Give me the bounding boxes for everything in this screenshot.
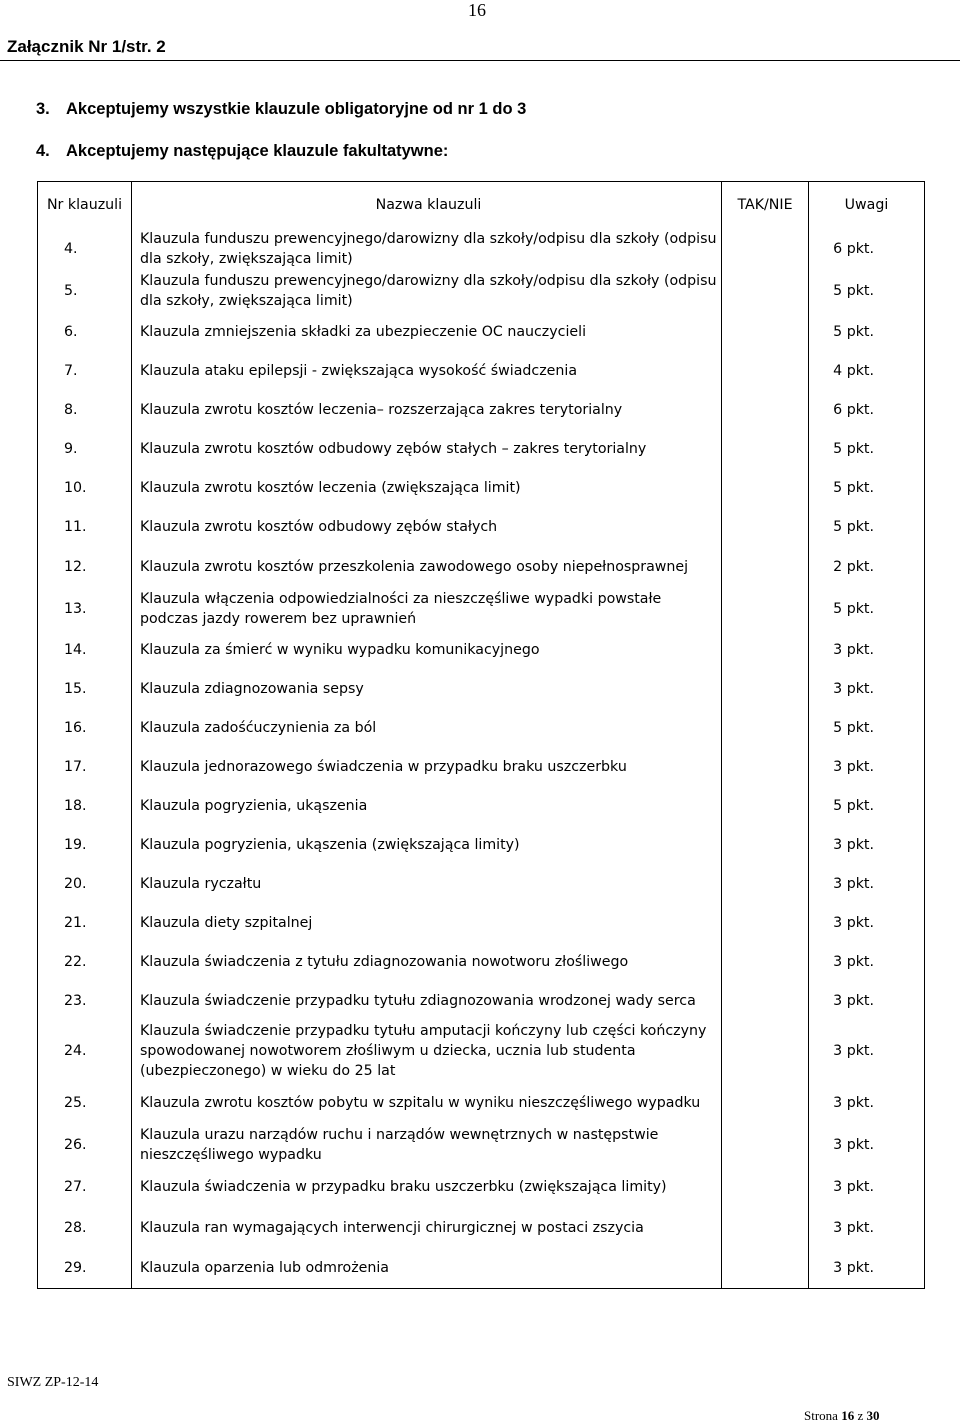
clause-name: Klauzula ran wymagających interwencji chirurgicznej w postaci zszycia — [132, 1208, 722, 1247]
table-row — [38, 747, 925, 786]
tak-nie-cell — [722, 903, 809, 942]
uwagi-cell: 5 pkt. — [809, 507, 925, 546]
tak-nie-cell — [722, 228, 809, 270]
tak-nie-cell — [722, 390, 809, 429]
attachment-title: Załącznik Nr 1/str. 2 — [7, 37, 166, 56]
tak-nie-cell — [722, 588, 809, 630]
statement-number: 3. — [36, 100, 50, 118]
clause-name: Klauzula jednorazowego świadczenia w przypadku braku uszczerbku — [132, 747, 722, 786]
header-uwagi: Uwagi — [809, 182, 925, 229]
clause-name: Klauzula świadczenia w przypadku braku uszczerbku (zwiększająca limity) — [132, 1166, 722, 1208]
uwagi-cell: 2 pkt. — [809, 546, 925, 588]
table-row — [38, 1124, 925, 1166]
uwagi-cell: 5 pkt. — [809, 708, 925, 747]
table-row — [38, 507, 925, 546]
tak-nie-cell — [722, 942, 809, 981]
clause-name: Klauzula diety szpitalnej — [132, 903, 722, 942]
tak-nie-cell — [722, 429, 809, 468]
header-name: Nazwa klauzuli — [132, 182, 722, 229]
uwagi-cell: 3 pkt. — [809, 630, 925, 669]
clause-number: 7. — [38, 351, 132, 390]
uwagi-cell: 3 pkt. — [809, 942, 925, 981]
statement-number: 4. — [36, 142, 50, 160]
table-row — [38, 708, 925, 747]
clause-number: 8. — [38, 390, 132, 429]
footer-page-prefix: Strona — [804, 1408, 838, 1423]
clause-name: Klauzula zwrotu kosztów leczenia– rozszerzająca zakres terytorialny — [132, 390, 722, 429]
uwagi-cell: 3 pkt. — [809, 864, 925, 903]
clause-number: 12. — [38, 546, 132, 588]
clause-number: 14. — [38, 630, 132, 669]
clause-number: 24. — [38, 1020, 132, 1082]
tak-nie-cell — [722, 708, 809, 747]
clause-name: Klauzula zdiagnozowania sepsy — [132, 669, 722, 708]
uwagi-cell: 3 pkt. — [809, 1124, 925, 1166]
uwagi-cell: 3 pkt. — [809, 1247, 925, 1289]
tak-nie-cell — [722, 507, 809, 546]
tak-nie-cell — [722, 1082, 809, 1124]
uwagi-cell: 5 pkt. — [809, 588, 925, 630]
uwagi-cell: 3 pkt. — [809, 903, 925, 942]
table-row — [38, 351, 925, 390]
tak-nie-cell — [722, 981, 809, 1020]
clause-number: 17. — [38, 747, 132, 786]
tak-nie-cell — [722, 747, 809, 786]
clause-number: 11. — [38, 507, 132, 546]
tak-nie-cell — [722, 786, 809, 825]
tak-nie-cell — [722, 1166, 809, 1208]
clause-number: 10. — [38, 468, 132, 507]
clause-number: 29. — [38, 1247, 132, 1289]
table-row — [38, 1020, 925, 1082]
clause-number: 20. — [38, 864, 132, 903]
clause-number: 6. — [38, 312, 132, 351]
table-row — [38, 390, 925, 429]
uwagi-cell: 5 pkt. — [809, 270, 925, 312]
statement-text: Akceptujemy następujące klauzule fakultatywne: — [66, 142, 449, 160]
statement-optional — [36, 142, 448, 161]
table-row — [38, 825, 925, 864]
tak-nie-cell — [722, 1020, 809, 1082]
clause-name: Klauzula za śmierć w wyniku wypadku komunikacyjnego — [132, 630, 722, 669]
statement-text: Akceptujemy wszystkie klauzule obligatoryjne od nr 1 do 3 — [66, 100, 527, 118]
table-row — [38, 1166, 925, 1208]
clause-name: Klauzula urazu narządów ruchu i narządów wewnętrznych w następstwie nieszczęśliwego wypadku — [132, 1124, 722, 1166]
footer-current-page: 16 — [841, 1408, 855, 1423]
table-row — [38, 864, 925, 903]
footer-total-pages: 30 — [866, 1408, 880, 1423]
uwagi-cell: 3 pkt. — [809, 669, 925, 708]
clause-name: Klauzula zwrotu kosztów odbudowy zębów stałych – zakres terytorialny — [132, 429, 722, 468]
tak-nie-cell — [722, 825, 809, 864]
clause-name: Klauzula pogryzienia, ukąszenia — [132, 786, 722, 825]
table-header-row — [38, 182, 925, 229]
uwagi-cell: 3 pkt. — [809, 1208, 925, 1247]
uwagi-cell: 5 pkt. — [809, 468, 925, 507]
footer-page-of: z — [857, 1408, 864, 1423]
clause-number: 22. — [38, 942, 132, 981]
clause-name: Klauzula oparzenia lub odmrożenia — [132, 1247, 722, 1289]
uwagi-cell: 5 pkt. — [809, 786, 925, 825]
uwagi-cell: 3 pkt. — [809, 825, 925, 864]
header-tak-nie: TAK/NIE — [722, 182, 809, 229]
table-row — [38, 588, 925, 630]
clause-name: Klauzula ataku epilepsji - zwiększająca wysokość świadczenia — [132, 351, 722, 390]
footer-page-info — [804, 1408, 879, 1424]
clause-name: Klauzula świadczenie przypadku tytułu amputacji kończyny lub części kończyny spowodowanej nowotworem złośliwym u dziecka, ucznia lub studenta (ubezpieczonego) w wieku do 25 lat — [132, 1020, 722, 1082]
clause-name: Klauzula zwrotu kosztów leczenia (zwiększająca limit) — [132, 468, 722, 507]
table-row — [38, 669, 925, 708]
table-row — [38, 1082, 925, 1124]
clause-number: 23. — [38, 981, 132, 1020]
tak-nie-cell — [722, 351, 809, 390]
clause-number: 5. — [38, 270, 132, 312]
table-row — [38, 786, 925, 825]
clause-name: Klauzula świadczenie przypadku tytułu zdiagnozowania wrodzonej wady serca — [132, 981, 722, 1020]
tak-nie-cell — [722, 270, 809, 312]
uwagi-cell: 3 pkt. — [809, 981, 925, 1020]
table-row — [38, 270, 925, 312]
footer-doc-id: SIWZ ZP-12-14 — [7, 1375, 99, 1390]
table-row — [38, 903, 925, 942]
tak-nie-cell — [722, 864, 809, 903]
clause-number: 18. — [38, 786, 132, 825]
tak-nie-cell — [722, 312, 809, 351]
clause-number: 21. — [38, 903, 132, 942]
clause-number: 19. — [38, 825, 132, 864]
header-nr: Nr klauzuli — [38, 182, 132, 229]
tak-nie-cell — [722, 468, 809, 507]
clause-name: Klauzula zadośćuczynienia za ból — [132, 708, 722, 747]
clause-name: Klauzula włączenia odpowiedzialności za nieszczęśliwe wypadki powstałe podczas jazdy rowerem bez uprawnień — [132, 588, 722, 630]
clause-name: Klauzula zwrotu kosztów przeszkolenia zawodowego osoby niepełnosprawnej — [132, 546, 722, 588]
clause-name: Klauzula ryczałtu — [132, 864, 722, 903]
clause-name: Klauzula zmniejszenia składki za ubezpieczenie OC nauczycieli — [132, 312, 722, 351]
table-row — [38, 228, 925, 270]
clause-number: 15. — [38, 669, 132, 708]
clause-name: Klauzula zwrotu kosztów odbudowy zębów stałych — [132, 507, 722, 546]
table-row — [38, 546, 925, 588]
uwagi-cell: 6 pkt. — [809, 228, 925, 270]
uwagi-cell: 3 pkt. — [809, 1082, 925, 1124]
clause-number: 26. — [38, 1124, 132, 1166]
clauses-table — [37, 181, 925, 1289]
clause-number: 4. — [38, 228, 132, 270]
clause-number: 28. — [38, 1208, 132, 1247]
table-row — [38, 1208, 925, 1247]
uwagi-cell: 6 pkt. — [809, 390, 925, 429]
tak-nie-cell — [722, 1208, 809, 1247]
table-row — [38, 981, 925, 1020]
clause-name: Klauzula pogryzienia, ukąszenia (zwiększająca limity) — [132, 825, 722, 864]
uwagi-cell: 5 pkt. — [809, 312, 925, 351]
uwagi-cell: 3 pkt. — [809, 747, 925, 786]
clause-number: 16. — [38, 708, 132, 747]
tak-nie-cell — [722, 1124, 809, 1166]
clause-number: 9. — [38, 429, 132, 468]
table-row — [38, 429, 925, 468]
tak-nie-cell — [722, 546, 809, 588]
statement-obligatory — [36, 100, 526, 119]
clause-name: Klauzula funduszu prewencyjnego/darowizny dla szkoły/odpisu dla szkoły (odpisu dla szkoły, zwiększająca limit) — [132, 270, 722, 312]
tak-nie-cell — [722, 669, 809, 708]
tak-nie-cell — [722, 1247, 809, 1289]
table-row — [38, 942, 925, 981]
clause-number: 25. — [38, 1082, 132, 1124]
uwagi-cell: 4 pkt. — [809, 351, 925, 390]
clause-name: Klauzula funduszu prewencyjnego/darowizny dla szkoły/odpisu dla szkoły (odpisu dla szkoły, zwiększająca limit) — [132, 228, 722, 270]
uwagi-cell: 5 pkt. — [809, 429, 925, 468]
clause-number: 27. — [38, 1166, 132, 1208]
table-row — [38, 468, 925, 507]
clause-number: 13. — [38, 588, 132, 630]
header-divider — [0, 60, 960, 61]
clause-name: Klauzula świadczenia z tytułu zdiagnozowania nowotworu złośliwego — [132, 942, 722, 981]
table-row — [38, 312, 925, 351]
clause-name: Klauzula zwrotu kosztów pobytu w szpitalu w wyniku nieszczęśliwego wypadku — [132, 1082, 722, 1124]
page-number: 16 — [468, 0, 486, 20]
uwagi-cell: 3 pkt. — [809, 1020, 925, 1082]
tak-nie-cell — [722, 630, 809, 669]
uwagi-cell: 3 pkt. — [809, 1166, 925, 1208]
table-row — [38, 1247, 925, 1289]
table-row — [38, 630, 925, 669]
